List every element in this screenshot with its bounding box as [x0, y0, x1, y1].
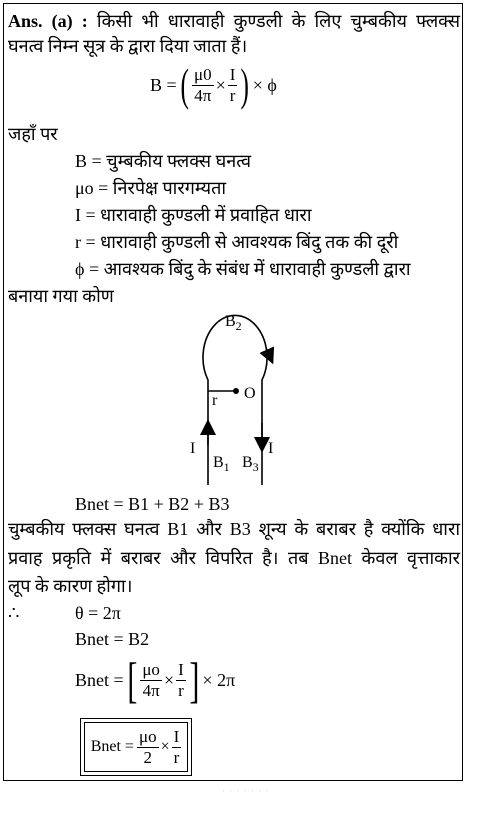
fraction-I-r — [172, 727, 182, 768]
fraction-numerator: I — [173, 726, 180, 746]
fraction-denominator: 2 — [143, 747, 153, 767]
definition-r: r = धारावाही कुण्डली से आवश्यक बिंदु तक की दूरी — [75, 232, 399, 252]
bnet-equals-b2: Bnet = B2 — [75, 629, 150, 649]
faint-footer-marks: · · · · · · · — [222, 786, 270, 796]
main-formula — [150, 59, 277, 110]
intro-line-1 — [8, 10, 460, 32]
fraction-mu0-4pi — [192, 65, 214, 106]
fraction-muo-2 — [137, 727, 159, 768]
bnet-formula — [75, 652, 236, 708]
definition-continuation: बनाया गया कोण — [8, 286, 114, 306]
final-result-box — [80, 718, 192, 776]
bnet-formula-lhs: Bnet = — [75, 669, 124, 690]
answer-label: Ans. (a) : — [8, 11, 88, 31]
definition-B: B = चुम्बकीय फ्लक्स घनत्व — [75, 151, 251, 171]
fraction-denominator: r — [173, 747, 180, 767]
fraction-muo-4pi — [140, 660, 162, 701]
fraction-denominator: 4π — [194, 85, 212, 105]
times-sign: × — [160, 738, 170, 755]
final-formula-lhs: Bnet = — [90, 738, 134, 755]
fraction-denominator: 4π — [142, 680, 160, 700]
fraction-numerator: μo — [138, 726, 157, 746]
right-bracket: ] — [189, 652, 200, 708]
fraction-numerator: μ0 — [194, 64, 212, 84]
left-paren: ( — [180, 59, 189, 110]
intro-line-2: घनत्व निम्न सूत्र के द्वारा दिया जाता हैं। — [8, 36, 248, 56]
fraction-denominator: r — [229, 85, 236, 105]
current-loop-diagram — [180, 305, 300, 495]
bnet-sum-equation: Bnet = B1 + B2 + B3 — [75, 494, 230, 514]
where-label: जहाँ पर — [8, 124, 58, 144]
explanation-line-3: लूप के कारण होगा। — [8, 576, 133, 596]
main-formula-tail: × ϕ — [252, 74, 277, 95]
label-B1: $B_1$ — [213, 454, 230, 474]
fraction-numerator: I — [178, 659, 184, 679]
label-B3: $B_3$ — [242, 454, 259, 474]
explanation-line-2: प्रवाह प्रकृति में बराबर और विपरित है। तब Bnet केवल वृत्ताकार — [8, 548, 460, 568]
times-sign: × — [215, 74, 226, 95]
main-formula-lhs: B = — [150, 74, 177, 95]
fraction-I-r — [228, 65, 238, 106]
times-sign: × — [163, 669, 175, 690]
label-B2: $B_2$ — [225, 313, 242, 333]
bnet-formula-tail: × 2π — [202, 669, 236, 690]
definition-I: I = धारावाही कुण्डली में प्रवाहित धारा — [75, 205, 312, 225]
theta-equation: θ = 2π — [75, 603, 121, 623]
label-I-left: I — [190, 440, 196, 457]
explanation-line-1: चुम्बकीय फ्लक्स घनत्व B1 और B3 शून्य के बराबर है क्योंकि धारा — [8, 519, 460, 539]
therefore-symbol: ∴ — [8, 603, 20, 623]
definition-phi: ϕ = आवश्यक बिंदु के संबंध में धारावाही कुण्डली द्वारा — [75, 259, 411, 279]
fraction-denominator: r — [178, 680, 184, 700]
center-point-O — [233, 388, 239, 394]
right-paren: ) — [240, 59, 250, 110]
definition-mu: μo = निरपेक्ष पारगम्यता — [75, 178, 227, 198]
left-bracket: [ — [126, 652, 137, 708]
final-result-inner-box — [84, 722, 188, 772]
label-r: r — [212, 392, 218, 409]
fraction-numerator: I — [229, 64, 236, 84]
fraction-I-r — [176, 660, 186, 701]
label-O: O — [244, 385, 256, 402]
label-I-right: I — [268, 440, 274, 457]
intro-text-1: किसी भी धारावाही कुण्डली के लिए चुम्बकीय फ्लक्स — [96, 11, 461, 31]
fraction-numerator: μo — [142, 659, 160, 679]
